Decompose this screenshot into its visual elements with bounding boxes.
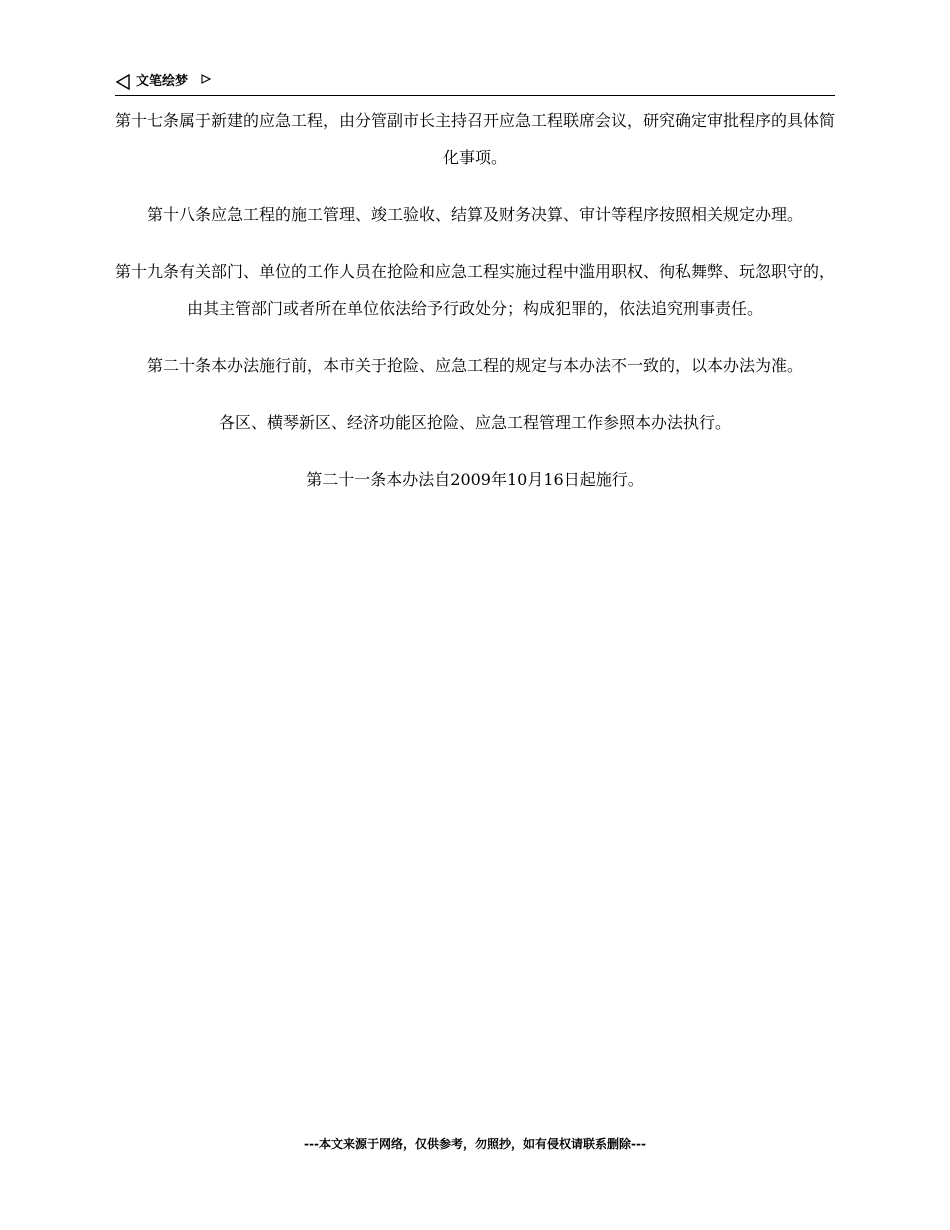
- document-body: [115, 102, 835, 518]
- article-19-paragraph: 第十九条有关部门、单位的工作人员在抢险和应急工程实施过程中滥用职权、徇私舞弊、玩忽职守的，由其主管部门或者所在单位依法给予行政处分；构成犯罪的，依法追究刑事责任。: [115, 262, 836, 318]
- footer-disclaimer: ---本文来源于网络，仅供参考，勿照抄，如有侵权请联系删除---: [304, 1137, 646, 1151]
- district-reference-paragraph: 各区、横琴新区、经济功能区抢险、应急工程管理工作参照本办法执行。: [218, 413, 731, 432]
- left-triangle-icon: [115, 74, 131, 90]
- header-title: 文笔绘梦: [136, 74, 189, 89]
- right-triangle-icon: [201, 74, 211, 84]
- article-21-paragraph: 第二十一条本办法自2009年10月16日起施行。: [306, 470, 644, 489]
- page-header: [115, 72, 835, 96]
- article-17-paragraph: 第十七条属于新建的应急工程，由分管副市长主持召开应急工程联席会议，研究确定审批程序的具体简化事项。: [115, 111, 836, 167]
- article-20-paragraph: 第二十条本办法施行前，本市关于抢险、应急工程的规定与本办法不一致的，以本办法为准。: [146, 356, 803, 375]
- article-18-paragraph: 第十八条应急工程的施工管理、竣工验收、结算及财务决算、审计等程序按照相关规定办理。: [146, 205, 803, 224]
